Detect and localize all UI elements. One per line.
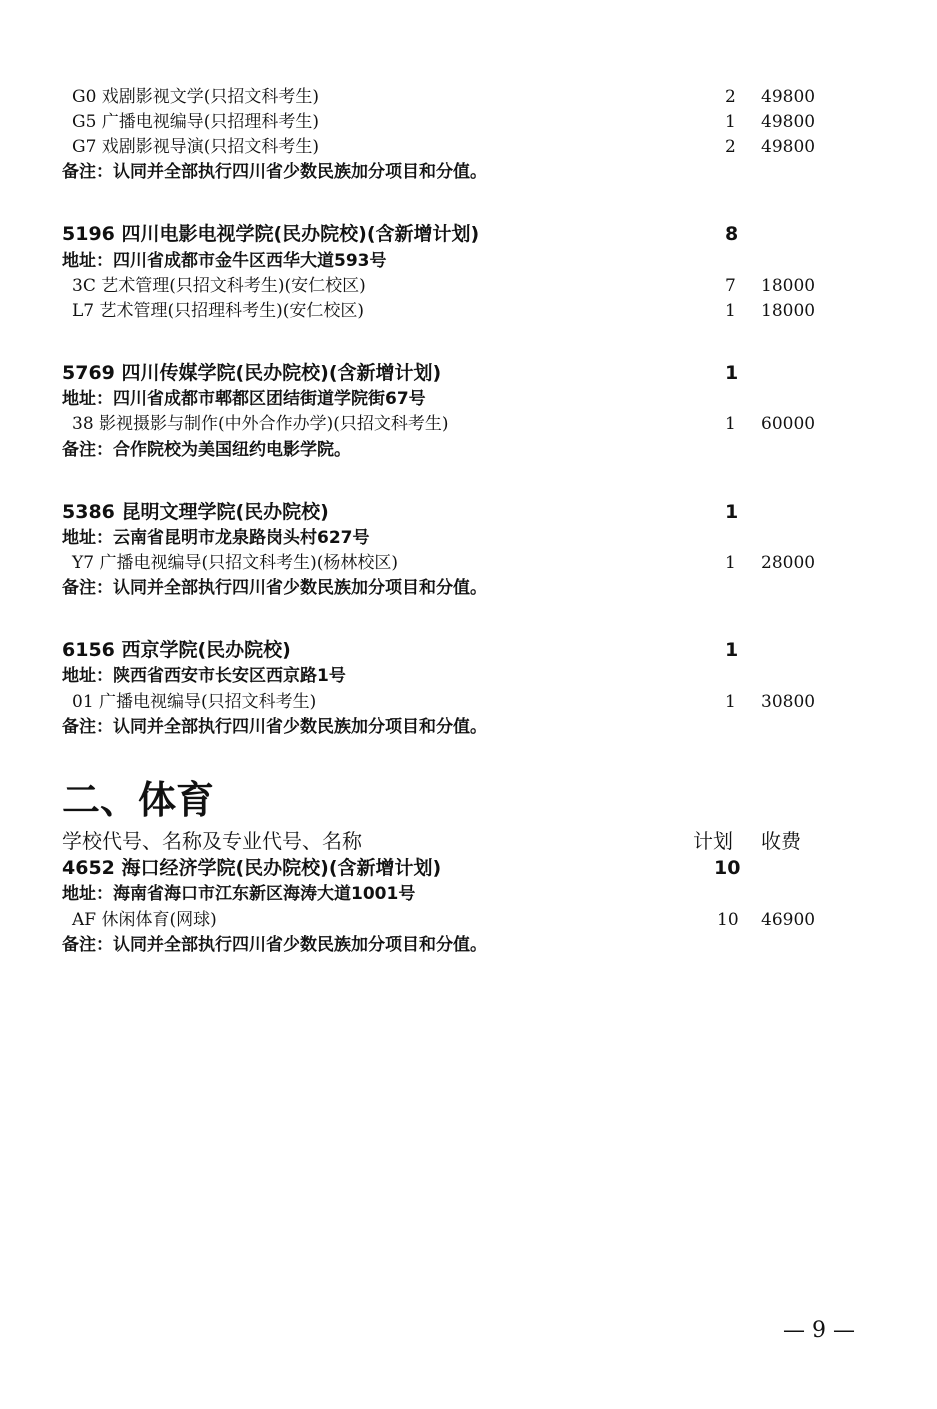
major-fee: 30800 bbox=[761, 692, 816, 712]
school-plan: 1 bbox=[725, 501, 739, 523]
major-label: L7 艺术管理(只招理科考生)(安仁校区) bbox=[72, 301, 365, 321]
major-label: G7 戏剧影视导演(只招文科考生) bbox=[72, 137, 320, 157]
school-plan: 10 bbox=[714, 857, 741, 879]
school-address: 地址：四川省成都市郫都区团结街道学院街67号 bbox=[62, 389, 426, 409]
remark: 备注：认同并全部执行四川省少数民族加分项目和分值。 bbox=[62, 162, 487, 182]
column-header-fee: 收费 bbox=[761, 829, 801, 853]
column-header-name: 学校代号、名称及专业代号、名称 bbox=[62, 829, 362, 853]
major-fee: 49800 bbox=[761, 87, 816, 107]
school-title: 5386 昆明文理学院(民办院校) bbox=[62, 501, 329, 523]
major-fee: 49800 bbox=[761, 137, 816, 157]
major-plan: 7 bbox=[725, 276, 736, 296]
section-title: 二、体育 bbox=[62, 778, 215, 822]
remark: 备注：认同并全部执行四川省少数民族加分项目和分值。 bbox=[62, 935, 487, 955]
major-plan: 10 bbox=[717, 910, 739, 930]
major-label: 3C 艺术管理(只招文科考生)(安仁校区) bbox=[72, 276, 366, 296]
column-header-plan: 计划 bbox=[693, 829, 733, 853]
school-title: 5769 四川传媒学院(民办院校)(含新增计划) bbox=[62, 362, 442, 384]
major-plan: 1 bbox=[725, 301, 736, 321]
school-address: 地址：四川省成都市金牛区西华大道593号 bbox=[62, 251, 387, 271]
major-plan: 1 bbox=[725, 414, 736, 434]
school-address: 地址：陕西省西安市长安区西京路1号 bbox=[62, 666, 346, 686]
major-label: 38 影视摄影与制作(中外合作办学)(只招文科考生) bbox=[72, 414, 449, 434]
major-label: 01 广播电视编导(只招文科考生) bbox=[72, 692, 317, 712]
major-fee: 49800 bbox=[761, 112, 816, 132]
school-address: 地址：海南省海口市江东新区海涛大道1001号 bbox=[62, 884, 416, 904]
major-label: G0 戏剧影视文学(只招文科考生) bbox=[72, 87, 320, 107]
major-fee: 60000 bbox=[761, 414, 816, 434]
school-address: 地址：云南省昆明市龙泉路岗头村627号 bbox=[62, 528, 370, 548]
school-plan: 1 bbox=[725, 362, 739, 384]
major-label: AF 休闲体育(网球) bbox=[72, 910, 217, 930]
school-title: 5196 四川电影电视学院(民办院校)(含新增计划) bbox=[62, 223, 480, 245]
major-plan: 2 bbox=[725, 87, 736, 107]
remark: 备注：合作院校为美国纽约电影学院。 bbox=[62, 440, 351, 460]
major-fee: 46900 bbox=[761, 910, 816, 930]
major-fee: 28000 bbox=[761, 553, 816, 573]
major-fee: 18000 bbox=[761, 276, 816, 296]
major-fee: 18000 bbox=[761, 301, 816, 321]
page-number: — 9 — bbox=[783, 1318, 855, 1343]
remark: 备注：认同并全部执行四川省少数民族加分项目和分值。 bbox=[62, 578, 487, 598]
major-label: Y7 广播电视编导(只招文科考生)(杨林校区) bbox=[72, 553, 398, 573]
major-plan: 2 bbox=[725, 137, 736, 157]
major-label: G5 广播电视编导(只招理科考生) bbox=[72, 112, 320, 132]
school-title: 6156 西京学院(民办院校) bbox=[62, 639, 291, 661]
school-plan: 8 bbox=[725, 223, 739, 245]
remark: 备注：认同并全部执行四川省少数民族加分项目和分值。 bbox=[62, 717, 487, 737]
major-plan: 1 bbox=[725, 112, 736, 132]
major-plan: 1 bbox=[725, 553, 736, 573]
major-plan: 1 bbox=[725, 692, 736, 712]
school-plan: 1 bbox=[725, 639, 739, 661]
school-title: 4652 海口经济学院(民办院校)(含新增计划) bbox=[62, 857, 442, 879]
